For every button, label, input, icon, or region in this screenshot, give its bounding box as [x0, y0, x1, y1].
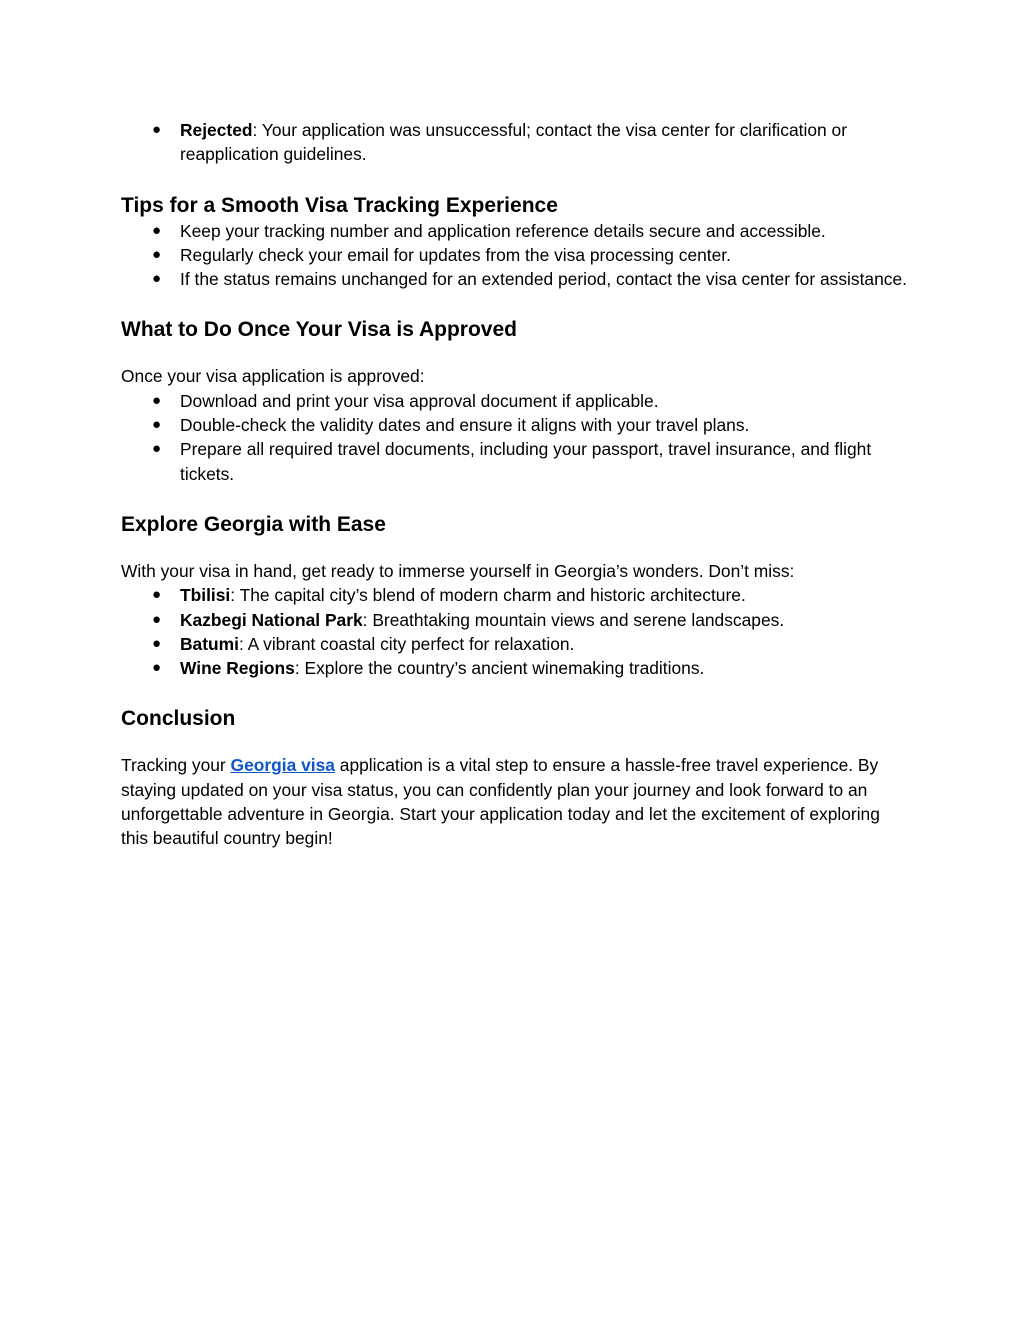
- section-heading-tips: Tips for a Smooth Visa Tracking Experience: [121, 193, 558, 217]
- list-item: [121, 243, 911, 267]
- bullet-icon: ●: [152, 391, 162, 409]
- list-item: [121, 632, 911, 656]
- destination-name: Kazbegi National Park: [180, 609, 363, 630]
- explore-intro: With your visa in hand, get ready to immerse yourself in Georgia’s wonders. Don’t miss:: [121, 560, 795, 581]
- destination-description: : Explore the country’s ancient winemaking traditions.: [294, 658, 705, 679]
- list-item-text: Download and print your visa approval document if applicable.: [180, 390, 659, 411]
- conclusion-paragraph: [121, 753, 911, 850]
- list-item: [121, 583, 911, 607]
- list-item: [121, 118, 911, 167]
- list-item-text: If the status remains unchanged for an extended period, contact the visa center for assistance.: [180, 269, 907, 290]
- conclusion-text-end: application is a vital step to ensure a hassle-free travel experience. By staying updated on your visa status, you can confidently plan your journey and look forward to an unforgettable adventure in Georgia. Start your application today and let the excitement of exploring this beautiful country begin!: [121, 755, 880, 849]
- bullet-icon: ●: [152, 416, 162, 434]
- bullet-icon: ●: [152, 610, 162, 628]
- list-item: [121, 437, 911, 486]
- document-content: [121, 118, 911, 851]
- tips-list: [121, 219, 911, 292]
- status-list: [121, 118, 911, 167]
- list-item: [121, 219, 911, 243]
- georgia-visa-link[interactable]: Georgia visa: [230, 755, 335, 776]
- conclusion-text-start: Tracking your: [121, 755, 231, 776]
- list-item: [121, 656, 911, 680]
- destination-description: : Breathtaking mountain views and serene landscapes.: [362, 609, 785, 630]
- bullet-icon: ●: [152, 121, 162, 138]
- bullet-icon: ●: [152, 634, 162, 652]
- destination-description: : A vibrant coastal city perfect for relaxation.: [238, 633, 575, 654]
- section-heading-explore: Explore Georgia with Ease: [121, 512, 386, 536]
- list-item: [121, 389, 911, 413]
- destination-description: : The capital city’s blend of modern charm and historic architecture.: [230, 585, 746, 606]
- bullet-icon: ●: [152, 221, 162, 239]
- bullet-icon: ●: [152, 245, 162, 263]
- list-item-text: Keep your tracking number and application reference details secure and accessible.: [180, 220, 826, 241]
- list-item: [121, 413, 911, 437]
- list-item: [121, 608, 911, 632]
- destination-name: Batumi: [180, 633, 239, 654]
- bullet-icon: ●: [152, 586, 162, 604]
- list-item-text: Prepare all required travel documents, including your passport, travel insurance, and flight tickets.: [180, 439, 872, 484]
- bullet-icon: ●: [152, 270, 162, 288]
- section-heading-conclusion: Conclusion: [121, 707, 236, 731]
- destination-name: Tbilisi: [180, 585, 231, 606]
- destination-name: Wine Regions: [180, 658, 295, 679]
- destinations-list: [121, 583, 911, 680]
- list-item-text: Regularly check your email for updates from the visa processing center.: [180, 244, 731, 265]
- status-term: Rejected: [180, 120, 253, 140]
- section-heading-approved: What to Do Once Your Visa is Approved: [121, 318, 517, 342]
- bullet-icon: ●: [152, 659, 162, 677]
- approved-list: [121, 389, 911, 486]
- status-description: : Your application was unsuccessful; contact the visa center for clarification or reapplication guidelines.: [180, 120, 847, 165]
- list-item-text: Double-check the validity dates and ensure it aligns with your travel plans.: [180, 415, 750, 436]
- bullet-icon: ●: [152, 440, 162, 458]
- approved-intro: Once your visa application is approved:: [121, 366, 425, 387]
- list-item: [121, 267, 911, 291]
